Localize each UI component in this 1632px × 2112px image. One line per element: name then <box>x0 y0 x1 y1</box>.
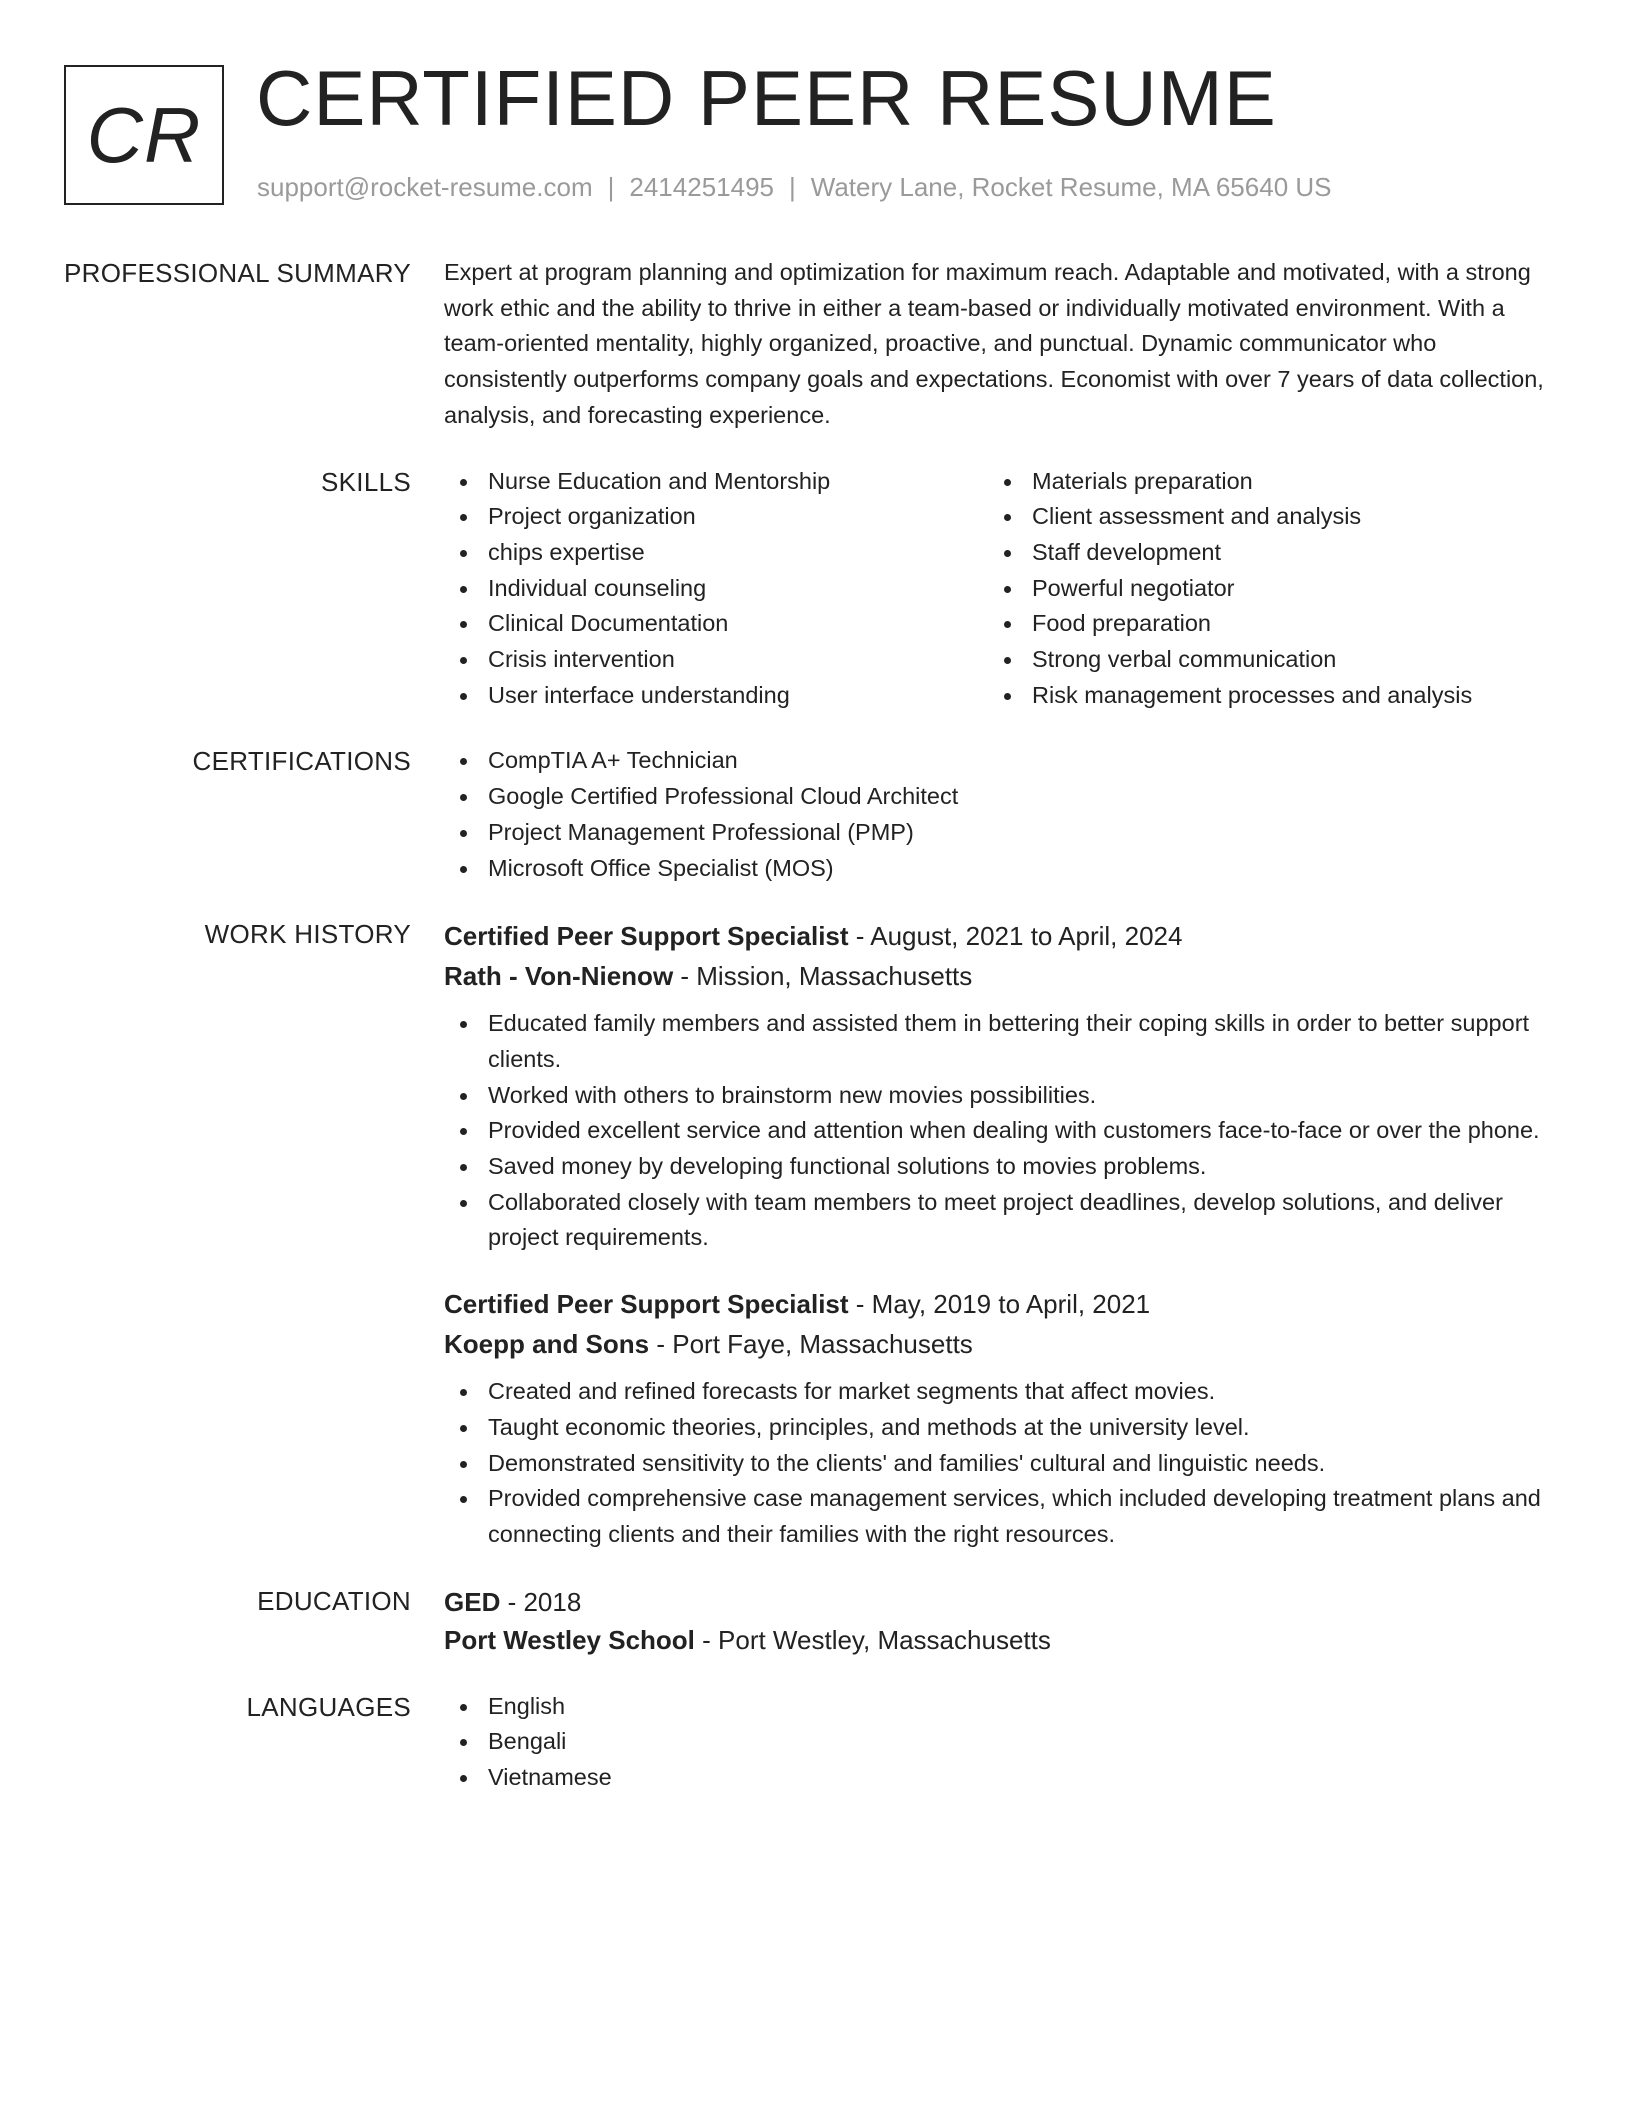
job-duty: Worked with others to brainstorm new movies possibilities. <box>444 1078 1554 1114</box>
language-item: English <box>444 1689 1554 1725</box>
section-label-languages: LANGUAGES <box>246 1691 411 1722</box>
skill-item: Risk management processes and analysis <box>988 678 1532 714</box>
section-label-certifications: CERTIFICATIONS <box>192 746 411 777</box>
job-entry <box>444 916 1554 1256</box>
resume-body <box>0 255 1632 1826</box>
education-school: Port Westley School <box>444 1624 695 1655</box>
skill-item: Project organization <box>444 499 988 535</box>
job-entry <box>444 1284 1554 1553</box>
skill-item: Staff development <box>988 535 1532 571</box>
job-title-line <box>444 916 1554 956</box>
skill-item: Client assessment and analysis <box>988 499 1532 535</box>
summary-text: Expert at program planning and optimization for maximum reach. Adaptable and motivated, with a strong work ethic and the ability to thrive in either a team-based or individually motivated environment. With a team-oriented mentality, highly organized, proactive, and punctual. Dynamic communicator who consistently outperforms company goals and expectations. Economist with over 7 years of data collection, analysis, and forecasting experience. <box>444 259 1544 428</box>
job-title: Certified Peer Support Specialist <box>444 1289 849 1320</box>
skill-item: Materials preparation <box>988 464 1532 500</box>
skill-item: Individual counseling <box>444 571 988 607</box>
certification-item: Google Certified Professional Cloud Architect <box>444 779 1554 815</box>
work-history-section <box>0 916 1632 1552</box>
skills-section <box>0 464 1632 714</box>
education-location: - Port Westley, Massachusetts <box>694 1624 1051 1655</box>
certifications-section <box>0 743 1632 886</box>
section-label-education: EDUCATION <box>257 1585 411 1616</box>
certification-item: CompTIA A+ Technician <box>444 743 1554 779</box>
skill-item: Crisis intervention <box>444 642 988 678</box>
education-section <box>0 1583 1632 1659</box>
section-label-summary: PROFESSIONAL SUMMARY <box>64 258 411 288</box>
education-school-line <box>444 1621 1554 1659</box>
certification-item: Project Management Professional (PMP) <box>444 815 1554 851</box>
education-degree-line <box>444 1583 1554 1621</box>
contact-email: support@rocket-resume.com <box>257 172 593 202</box>
resume-title: CERTIFIED PEER RESUME <box>256 54 1277 142</box>
job-company: Rath - Von-Nienow <box>444 961 674 992</box>
job-title-line <box>444 1284 1554 1324</box>
job-duty: Saved money by developing functional solutions to movies problems. <box>444 1149 1554 1185</box>
education-degree: GED <box>444 1586 501 1617</box>
job-duty: Provided excellent service and attention when dealing with customers face-to-face or over the phone. <box>444 1113 1554 1149</box>
job-duty: Collaborated closely with team members to meet project deadlines, develop solutions, and deliver project requirements. <box>444 1185 1554 1256</box>
skills-list-left <box>444 464 988 714</box>
monogram-logo <box>64 65 224 205</box>
monogram-text: CR <box>86 90 202 179</box>
job-company: Koepp and Sons <box>444 1329 650 1360</box>
skill-item: User interface understanding <box>444 678 988 714</box>
section-label-work-history: WORK HISTORY <box>204 919 411 950</box>
skill-item: chips expertise <box>444 535 988 571</box>
summary-section <box>0 255 1632 434</box>
skills-list-right <box>988 464 1532 714</box>
job-company-line <box>444 956 1554 996</box>
certifications-list <box>444 743 1554 886</box>
job-duty: Educated family members and assisted them in bettering their coping skills in order to better support clients. <box>444 1006 1554 1077</box>
contact-line <box>257 172 1332 203</box>
language-item: Vietnamese <box>444 1760 1554 1796</box>
languages-section <box>0 1689 1632 1796</box>
contact-separator: | <box>789 172 796 202</box>
education-year: - 2018 <box>500 1586 582 1617</box>
section-label-skills: SKILLS <box>321 466 411 497</box>
skill-item: Strong verbal communication <box>988 642 1532 678</box>
languages-list <box>444 1689 1554 1796</box>
skill-item: Food preparation <box>988 606 1532 642</box>
job-duty: Provided comprehensive case management services, which included developing treatment plans and connecting clients and their families with the right resources. <box>444 1481 1554 1552</box>
contact-separator: | <box>607 172 615 202</box>
job-company-line <box>444 1324 1554 1364</box>
job-dates: - August, 2021 to April, 2024 <box>848 921 1183 952</box>
job-location: - Mission, Massachusetts <box>673 961 973 992</box>
certification-item: Microsoft Office Specialist (MOS) <box>444 851 1554 887</box>
job-duty: Demonstrated sensitivity to the clients' and families' cultural and linguistic needs. <box>444 1446 1554 1482</box>
job-location: - Port Faye, Massachusetts <box>649 1329 973 1360</box>
skill-item: Powerful negotiator <box>988 571 1532 607</box>
skill-item: Nurse Education and Mentorship <box>444 464 988 500</box>
job-title: Certified Peer Support Specialist <box>444 921 849 952</box>
job-duties-list <box>444 1374 1554 1553</box>
language-item: Bengali <box>444 1724 1554 1760</box>
skill-item: Clinical Documentation <box>444 606 988 642</box>
contact-address: Watery Lane, Rocket Resume, MA 65640 US <box>810 172 1332 202</box>
job-duties-list <box>444 1006 1554 1256</box>
job-duty: Taught economic theories, principles, and methods at the university level. <box>444 1410 1554 1446</box>
job-dates: - May, 2019 to April, 2021 <box>848 1289 1151 1320</box>
contact-phone: 2414251495 <box>629 172 774 202</box>
job-duty: Created and refined forecasts for market segments that affect movies. <box>444 1374 1554 1410</box>
